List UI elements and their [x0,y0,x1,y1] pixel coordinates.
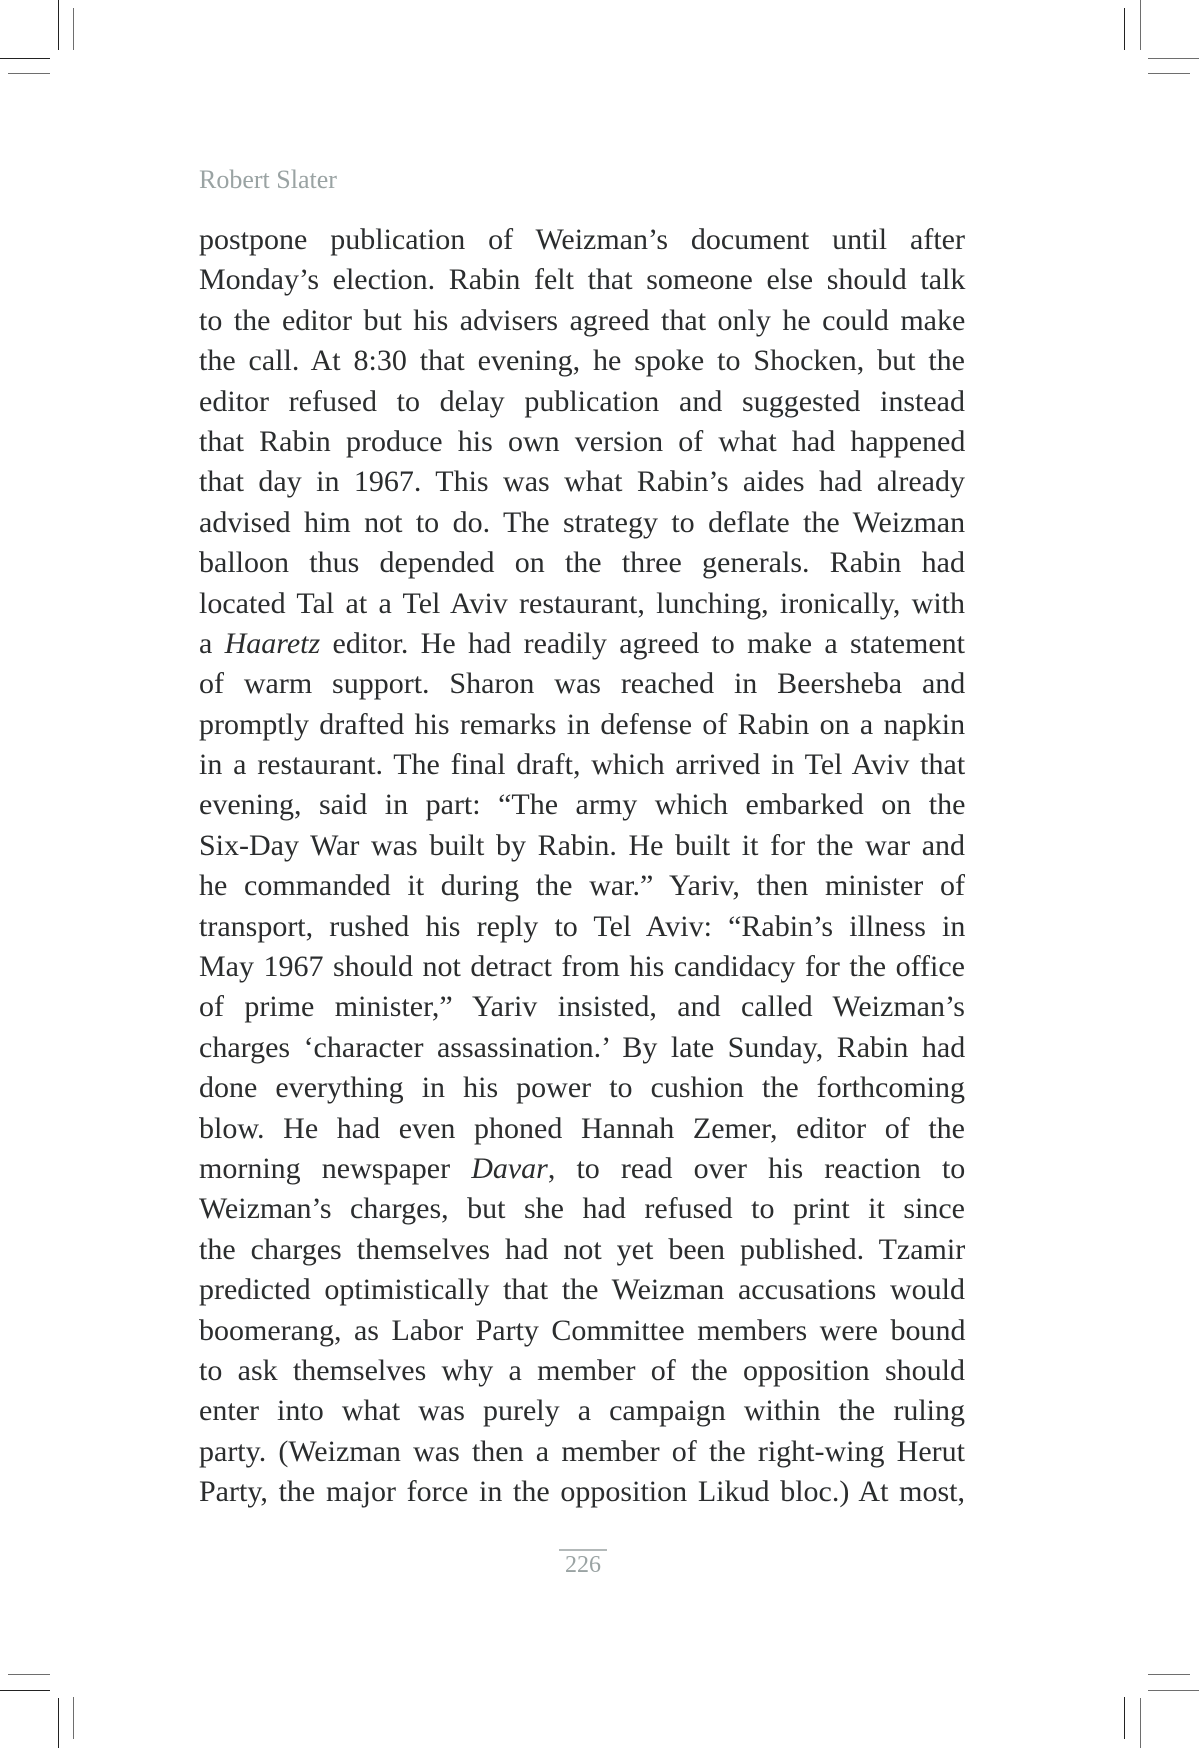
crop-mark-bottom-left-vertical-inner [73,1697,74,1739]
text-line: blow. He had even phoned Hannah Zemer, editor of the [199,1111,965,1145]
crop-mark-bottom-right-vertical-inner [1124,1697,1125,1739]
crop-mark-top-left-vertical-inner [73,8,74,50]
text-line: enter into what was purely a campaign within the ruling [199,1394,965,1428]
text-line: that Rabin produce his own version of what had happened [199,424,966,458]
text-line: that day in 1967. This was what Rabin’s aides had already [199,465,965,499]
text-line: Party, the major force in the opposition Likud bloc.) At most, [199,1475,965,1509]
crop-mark-top-left-vertical-outer [58,0,59,50]
text-line: boomerang, as Labor Party Committee members were bound [199,1313,966,1347]
text-line: postpone publication of Weizman’s document until after [199,223,965,256]
crop-mark-top-right-vertical-outer [1140,0,1141,50]
text-run: morning newspaper [199,1151,472,1185]
text-line: to ask themselves why a member of the opposition should [199,1353,965,1387]
text-line: located Tal at a Tel Aviv restaurant, lunching, ironically, with [199,586,965,620]
italic-title: Davar [471,1151,548,1185]
text-line: Six-Day War was built by Rabin. He built it for the war and [199,828,966,862]
text-line: Monday’s election. Rabin felt that someone else should talk [199,263,966,297]
text-line: done everything in his power to cushion the forthcoming [199,1071,965,1105]
text-line: advised him not to do. The strategy to deflate the Weizman [199,505,966,539]
text-run: , to read over his reaction to [547,1151,966,1185]
text-line: predicted optimistically that the Weizman accusations would [199,1273,965,1307]
text-line: in a restaurant. The final draft, which arrived in Tel Aviv that [199,748,966,782]
crop-mark-bottom-left-horizontal-inner [8,1674,50,1675]
crop-mark-bottom-right-horizontal-outer [1148,1690,1199,1691]
text-line: promptly drafted his remarks in defense of Rabin on a napkin [199,707,966,741]
crop-mark-top-left-horizontal-outer [0,58,50,59]
text-line: balloon thus depended on the three generals. Rabin had [199,546,965,580]
text-line: he commanded it during the war.” Yariv, then minister of [199,869,965,903]
text-line [199,1149,965,1189]
text-line: Weizman’s charges, but she had refused to print it since [199,1192,965,1226]
crop-mark-bottom-left-horizontal-outer [0,1690,50,1691]
crop-mark-top-right-horizontal-inner [1148,73,1190,74]
crop-mark-top-right-horizontal-outer [1148,58,1199,59]
text-line: evening, said in part: “The army which embarked on the [199,788,966,822]
text-line: editor refused to delay publication and suggested instead [199,384,965,418]
running-head-author: Robert Slater [199,165,337,194]
text-line: of warm support. Sharon was reached in Beersheba and [199,667,966,701]
text-line: the call. At 8:30 that evening, he spoke to Shocken, but the [199,344,965,378]
text-line [199,624,965,664]
crop-mark-bottom-right-horizontal-inner [1148,1674,1190,1675]
text-line: transport, rushed his reply to Tel Aviv: “Rabin’s illness in [199,909,966,943]
text-line: the charges themselves had not yet been published. Tzamir [199,1232,966,1266]
text-line: to the editor but his advisers agreed that only he could make [199,303,966,337]
crop-mark-bottom-right-vertical-outer [1140,1698,1141,1748]
text-line: charges ‘character assassination.’ By late Sunday, Rabin had [199,1030,966,1064]
crop-mark-bottom-left-vertical-outer [58,1698,59,1748]
text-line: of prime minister,” Yariv insisted, and called Weizman’s [199,990,965,1024]
text-run: editor. He had readily agreed to make a statement [320,626,965,660]
italic-title: Haaretz [224,626,321,660]
text-line: May 1967 should not detract from his candidacy for the office [199,950,965,984]
body-text [199,220,965,1513]
text-run: a [199,626,225,660]
crop-mark-top-left-horizontal-inner [8,73,50,74]
text-line: party. (Weizman was then a member of the right-wing Herut [199,1434,965,1468]
crop-mark-top-right-vertical-inner [1124,8,1125,50]
page-number: 226 [559,1549,607,1579]
